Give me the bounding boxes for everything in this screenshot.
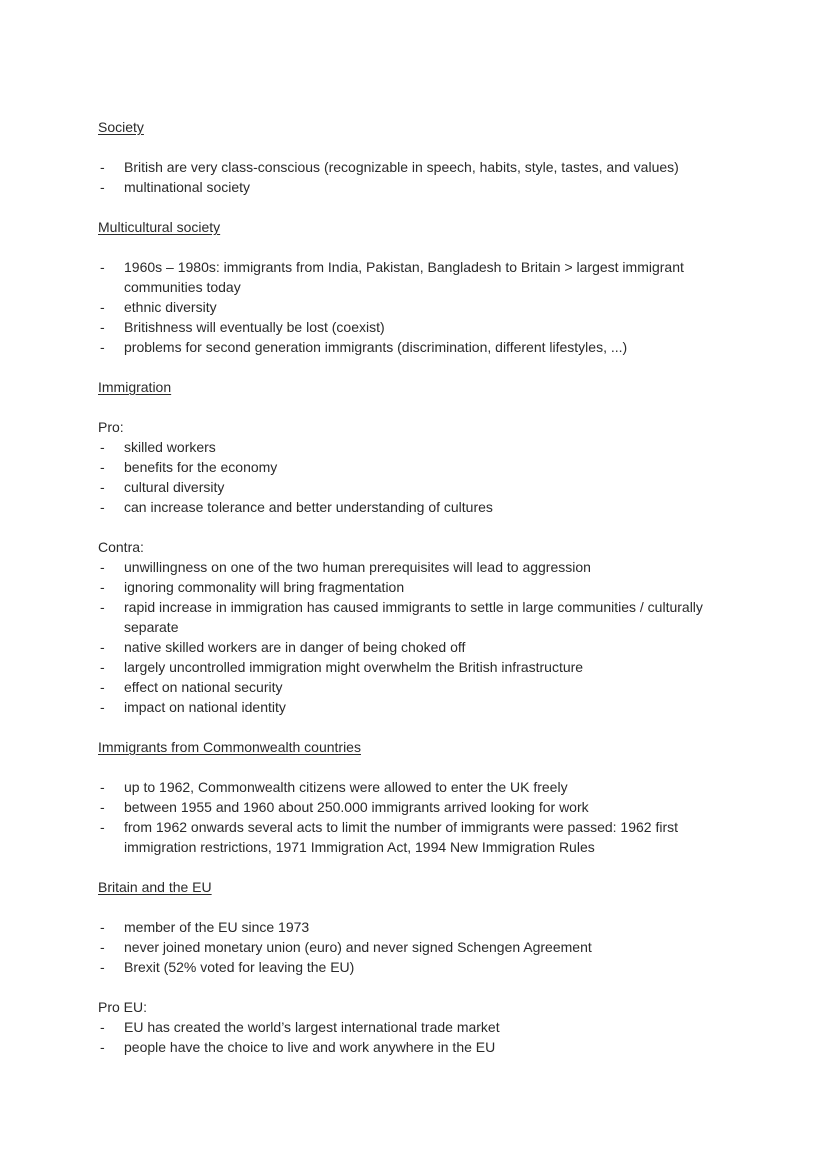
list-item: - can increase tolerance and better understanding of cultures [98,497,738,517]
multicultural-list [98,257,738,357]
list-item: - EU has created the world’s largest international trade market [98,1017,738,1037]
list-item: - Britishness will eventually be lost (coexist) [98,317,738,337]
society-list [98,157,738,197]
eu-list [98,917,738,977]
list-item: - Brexit (52% voted for leaving the EU) [98,957,738,977]
section-heading-multicultural: Multicultural society [98,219,221,235]
section-commonwealth [98,737,738,857]
list-item: - largely uncontrolled immigration might overwhelm the British infrastructure [98,657,738,677]
section-heading-society: Society [98,119,144,135]
list-item: - people have the choice to live and work anywhere in the EU [98,1037,738,1057]
list-item: - never joined monetary union (euro) and never signed Schengen Agreement [98,937,738,957]
list-item: - rapid increase in immigration has caused immigrants to settle in large communities / culturally separate [98,597,738,637]
list-item: - up to 1962, Commonwealth citizens were allowed to enter the UK freely [98,777,738,797]
section-immigration [98,377,738,717]
section-heading-eu: Britain and the EU [98,879,212,895]
list-item: - native skilled workers are in danger of being choked off [98,637,738,657]
list-item: - unwillingness on one of the two human prerequisites will lead to aggression [98,557,738,577]
list-item: - benefits for the economy [98,457,738,477]
list-item: - between 1955 and 1960 about 250.000 immigrants arrived looking for work [98,797,738,817]
immigration-pro-list [98,437,738,517]
section-society [98,117,738,197]
list-item: - effect on national security [98,677,738,697]
list-item: - ignoring commonality will bring fragmentation [98,577,738,597]
list-item: - from 1962 onwards several acts to limit the number of immigrants were passed: 1962 first immigration restrictions, 1971 Immigration Act, 1994 New Immigration Rules [98,817,738,857]
list-item: - 1960s – 1980s: immigrants from India, Pakistan, Bangladesh to Britain > largest immigrant communities today [98,257,738,297]
list-item: - British are very class-conscious (recognizable in speech, habits, style, tastes, and values) [98,157,738,177]
eu-pro-list [98,1017,738,1057]
list-item: - problems for second generation immigrants (discrimination, different lifestyles, ...) [98,337,738,357]
commonwealth-list [98,777,738,857]
list-item: - skilled workers [98,437,738,457]
list-item: - multinational society [98,177,738,197]
immigration-contra-label: Contra: [98,539,144,555]
immigration-pro-label: Pro: [98,419,124,435]
section-heading-immigration: Immigration [98,379,172,395]
list-item: - ethnic diversity [98,297,738,317]
eu-pro-label: Pro EU: [98,999,148,1015]
list-item: - member of the EU since 1973 [98,917,738,937]
section-eu [98,877,738,1057]
section-heading-commonwealth: Immigrants from Commonwealth countries [98,739,361,755]
section-multicultural [98,217,738,357]
list-item: - cultural diversity [98,477,738,497]
list-item: - impact on national identity [98,697,738,717]
document-content [98,117,738,1057]
immigration-contra-list [98,557,738,717]
